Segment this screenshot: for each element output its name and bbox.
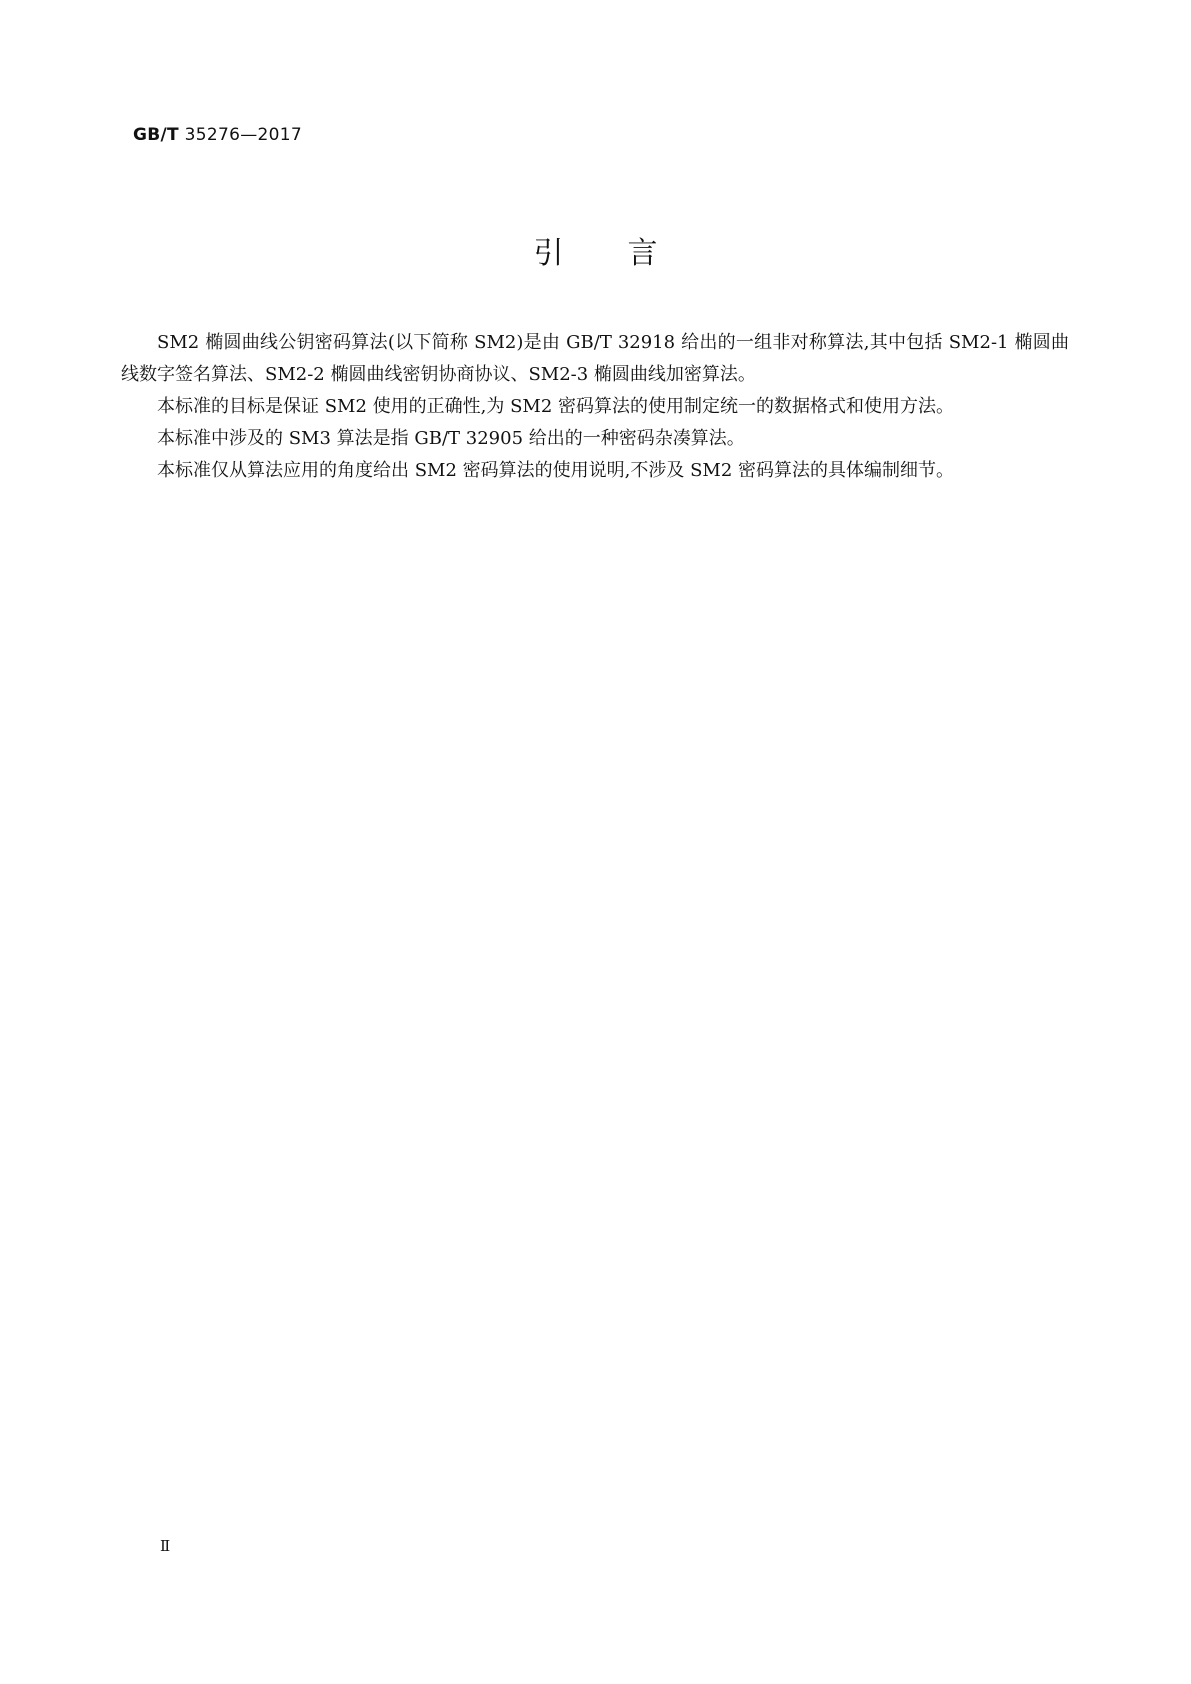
standard-prefix: GB/T	[133, 125, 179, 145]
paragraph-standard-goal: 本标准的目标是保证 SM2 使用的正确性,为 SM2 密码算法的使用制定统一的数据格式和使用方法。	[157, 396, 955, 417]
body-text	[121, 327, 1069, 487]
page-title: 引言	[533, 236, 722, 271]
paragraph-sm2-overview: SM2 椭圆曲线公钥密码算法(以下简称 SM2)是由 GB/T 32918 给出的一组非对称算法,其中包括 SM2-1 椭圆曲线数字签名算法、SM2-2 椭圆曲线密钥协商协议、SM2-3 椭圆曲线加密算法。	[121, 332, 1069, 385]
standard-code	[133, 125, 302, 145]
page-number: Ⅱ	[160, 1537, 171, 1555]
paragraph-scope: 本标准仅从算法应用的角度给出 SM2 密码算法的使用说明,不涉及 SM2 密码算法的具体编制细节。	[157, 460, 955, 481]
paragraph-sm3-reference: 本标准中涉及的 SM3 算法是指 GB/T 32905 给出的一种密码杂凑算法。	[157, 428, 745, 449]
standard-number: 35276—2017	[184, 125, 302, 145]
